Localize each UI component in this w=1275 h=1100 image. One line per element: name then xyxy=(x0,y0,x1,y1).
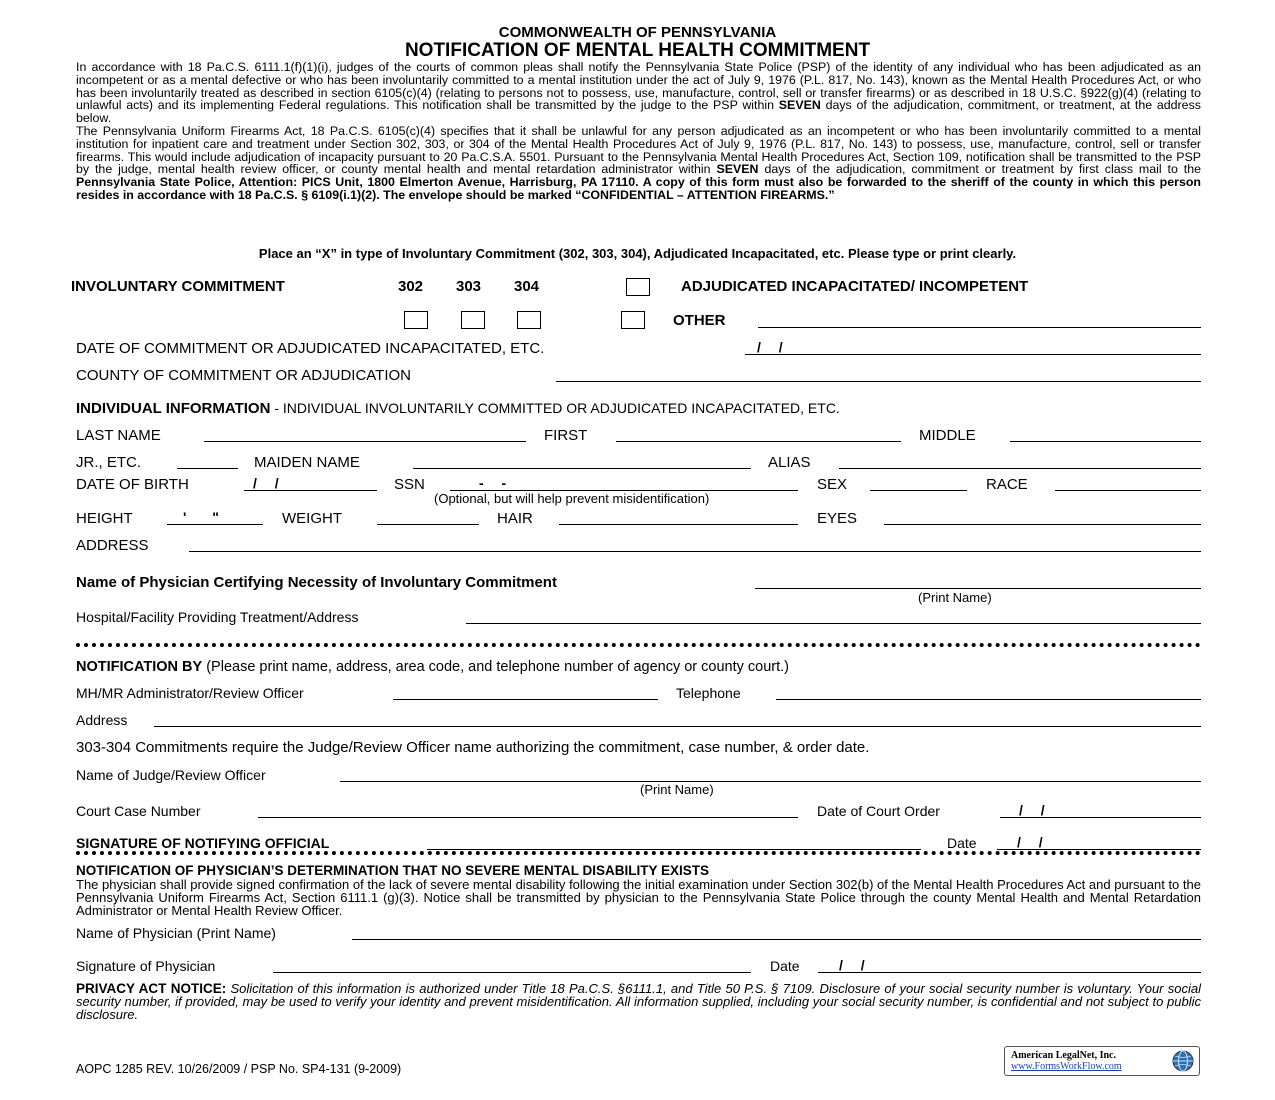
signature-official-field[interactable] xyxy=(427,849,921,850)
dob-label: DATE OF BIRTH xyxy=(76,476,189,493)
admin-field[interactable] xyxy=(393,699,658,700)
hair-label: HAIR xyxy=(497,510,533,527)
checkbox-302[interactable] xyxy=(404,311,428,329)
eyes-field[interactable] xyxy=(884,524,1201,525)
order-date-label: Date of Court Order xyxy=(817,803,940,819)
date-of-commitment-slashes: / / xyxy=(757,339,783,355)
date-of-commitment-field[interactable] xyxy=(745,354,1201,355)
globe-icon xyxy=(1171,1049,1195,1073)
brand-name: American LegalNet, Inc. xyxy=(1011,1050,1116,1061)
commitment-requirement-text: 303-304 Commitments require the Judge/Review Officer name authorizing the commitment, case number, & order date. xyxy=(76,739,870,756)
notification-address-label: Address xyxy=(76,712,128,728)
order-date-slashes: / / xyxy=(1019,802,1045,818)
notification-address-field[interactable] xyxy=(154,726,1201,727)
judge-label: Name of Judge/Review Officer xyxy=(76,767,266,783)
signature-date-field[interactable] xyxy=(997,849,1201,850)
address-field[interactable] xyxy=(189,551,1201,552)
county-label: COUNTY OF COMMITMENT OR ADJUDICATION xyxy=(76,367,412,384)
physician-certifying-field[interactable] xyxy=(755,588,1201,589)
ssn-label: SSN xyxy=(394,476,425,493)
form-title: NOTIFICATION OF MENTAL HEALTH COMMITMENT xyxy=(404,40,871,61)
individual-section-title: INDIVIDUAL INFORMATION - INDIVIDUAL INVOLUNTARILY COMMITTED OR ADJUDICATED INCAPACITATED, ETC. xyxy=(76,400,840,417)
hospital-field[interactable] xyxy=(466,623,1201,624)
other-checkbox[interactable] xyxy=(621,311,645,329)
date-of-commitment-label: DATE OF COMMITMENT OR ADJUDICATED INCAPACITATED, ETC. xyxy=(76,340,545,357)
section-divider-2 xyxy=(76,851,1201,855)
sex-label: SEX xyxy=(817,476,848,493)
alias-field[interactable] xyxy=(839,468,1201,469)
suffix-field[interactable] xyxy=(177,468,238,469)
physician-name-field[interactable] xyxy=(352,939,1201,940)
involuntary-commitment-label: INVOLUNTARY COMMITMENT xyxy=(71,278,285,295)
county-field[interactable] xyxy=(556,381,1201,382)
judge-print-name-note: (Print Name) xyxy=(640,782,714,797)
ssn-dashes: - - xyxy=(479,475,507,491)
checkbox-304[interactable] xyxy=(517,311,541,329)
weight-field[interactable] xyxy=(377,524,479,525)
maiden-name-field[interactable] xyxy=(413,468,751,469)
form-id: AOPC 1285 REV. 10/26/2009 / PSP No. SP4-131 (9-2009) xyxy=(76,1062,402,1076)
race-field[interactable] xyxy=(1055,490,1201,491)
brand-url[interactable]: www.FormsWorkFlow.com xyxy=(1011,1061,1122,1072)
physician-date-slashes: / / xyxy=(839,957,865,973)
instruction-text: Place an “X” in type of Involuntary Commitment (302, 303, 304), Adjudicated Incapacitated, etc. Please type or print clearly. xyxy=(258,246,1017,261)
case-number-field[interactable] xyxy=(258,817,798,818)
label-302: 302 xyxy=(398,278,424,295)
telephone-field[interactable] xyxy=(776,699,1201,700)
label-304: 304 xyxy=(514,278,540,295)
first-name-label: FIRST xyxy=(544,427,588,444)
state-heading: COMMONWEALTH OF PENNSYLVANIA xyxy=(498,24,777,41)
maiden-name-label: MAIDEN NAME xyxy=(254,454,360,471)
label-303: 303 xyxy=(456,278,482,295)
intro-text xyxy=(76,61,1201,202)
height-marks: ' " xyxy=(183,509,219,525)
last-name-field[interactable] xyxy=(204,441,526,442)
physician-name-label: Name of Physician (Print Name) xyxy=(76,925,276,941)
dob-field[interactable] xyxy=(244,490,377,491)
alias-label: ALIAS xyxy=(768,454,811,471)
telephone-label: Telephone xyxy=(676,685,741,701)
physician-signature-label: Signature of Physician xyxy=(76,958,216,974)
signature-date-label: Date xyxy=(947,835,977,851)
signature-date-slashes: / / xyxy=(1017,834,1043,850)
eyes-label: EYES xyxy=(817,510,858,527)
dob-slashes: / / xyxy=(253,475,279,491)
intro-paragraph-2: The Pennsylvania Uniform Firearms Act, 18 Pa.C.S. 6105(c)(4) specifies that it shall be unlawful for any person adjudicated as an incompetent or who has been involuntarily committed to a mental institution for inpatient care and treatment under Section 302, 303, or 304 of the Mental Health Procedures Act of July 9, 1976 (P.L. 817, No. 143) to possess, use, manufacture, control, sell or transfer firearms. This would include adjudication of incapacity pursuant to 20 Pa.C.S.A. 5501. Pursuant to the Pennsylvania Mental Health Procedures Act, Section 109, notification shall be transmitted to the PSP by the judge, mental health review officer, or county mental health and mental retardation administrator within SEVEN days of the adjudication, commitment or treatment by first class mail to the Pennsylvania State Police, Attention: PICS Unit, 1800 Elmerton Avenue, Harrisburg, PA 17110. A copy of this form must also be forwarded to the sheriff of the county in which this person resides in accordance with 18 Pa.C.S. § 6109(i.1)(2). The envelope should be marked “CONFIDENTIAL – ATTENTION FIREARMS.” xyxy=(76,123,1202,202)
adjudicated-checkbox[interactable] xyxy=(626,278,650,296)
physician-date-field[interactable] xyxy=(818,972,1201,973)
height-field[interactable] xyxy=(167,524,263,525)
physician-signature-field[interactable] xyxy=(273,972,751,973)
other-field[interactable] xyxy=(758,327,1201,328)
intro-paragraph-1: In accordance with 18 Pa.C.S. 6111.1(f)(1)(i), judges of the courts of common pleas shall notify the Pennsylvania State Police (PSP) of the identity of any individual who has been adjudicated as an incompetent or as a mental defective or who has been involuntarily committed to a mental institution under the act of July 9, 1976 (P.L. 817, No. 143), known as the Mental Health Procedures Act, or who has been involuntarily treated as described in section 6105(c)(4) (relating to persons not to possess, use, manufacture, control, sell or transfer firearms) or as described in 18 U.S.C. §922(g)(4) (relating to unlawful acts) and its implementing Federal regulations. This notification shall be transmitted by the judge to the PSP within SEVEN days of the adjudication, commitment, or treatment, at the address below. xyxy=(76,60,1201,126)
race-label: RACE xyxy=(986,476,1028,493)
physician-print-name-note: (Print Name) xyxy=(918,590,992,605)
height-label: HEIGHT xyxy=(76,510,133,527)
hospital-label: Hospital/Facility Providing Treatment/Address xyxy=(76,609,359,625)
physician-certifying-label: Name of Physician Certifying Necessity of Involuntary Commitment xyxy=(76,574,557,591)
privacy-notice: PRIVACY ACT NOTICE: Solicitation of this information is authorized under Title 18 Pa.C.S. §6111.1, and Title 50 P.S. § 7109. Disclosure of your social security number is voluntary. Your social security number, if provided, may be used to verify your identity and prevent misidentification. All information supplied, including your social security number, is confidential and not subject to public disclosure. xyxy=(76,981,1201,1023)
section-divider xyxy=(76,643,1201,647)
order-date-field[interactable] xyxy=(1000,817,1201,818)
physician-section-title: NOTIFICATION OF PHYSICIAN’S DETERMINATION THAT NO SEVERE MENTAL DISABILITY EXISTS xyxy=(76,863,710,878)
middle-name-label: MIDDLE xyxy=(919,427,976,444)
checkbox-303[interactable] xyxy=(461,311,485,329)
suffix-label: JR., ETC. xyxy=(76,454,142,471)
adjudicated-label: ADJUDICATED INCAPACITATED/ INCOMPETENT xyxy=(681,278,1029,295)
other-label: OTHER xyxy=(673,312,726,329)
sex-field[interactable] xyxy=(870,490,967,491)
last-name-label: LAST NAME xyxy=(76,427,161,444)
judge-field[interactable] xyxy=(340,781,1201,782)
weight-label: WEIGHT xyxy=(282,510,342,527)
case-number-label: Court Case Number xyxy=(76,803,201,819)
ssn-note: (Optional, but will help prevent misidentification) xyxy=(434,491,710,506)
first-name-field[interactable] xyxy=(616,441,901,442)
physician-date-label: Date xyxy=(770,958,800,974)
admin-label: MH/MR Administrator/Review Officer xyxy=(76,685,304,701)
hair-field[interactable] xyxy=(559,524,798,525)
signature-official-label: SIGNATURE OF NOTIFYING OFFICIAL xyxy=(76,835,330,851)
brand-badge[interactable] xyxy=(1004,1046,1200,1076)
notification-by-title: NOTIFICATION BY (Please print name, address, area code, and telephone number of agency or county court.) xyxy=(76,659,789,675)
middle-name-field[interactable] xyxy=(1010,441,1201,442)
physician-section-body: The physician shall provide signed confirmation of the lack of severe mental disability following the initial examination under Section 302(b) of the Mental Health Procedures Act and pursuant to the Pennsylvania Uniform Firearms Act, Section 6111.1 (g)(3). Notice shall be transmitted by physician to the Pennsylvania State Police through the county Mental Health and Mental Retardation Administrator or Mental Health Review Officer. xyxy=(76,877,1201,918)
address-label: ADDRESS xyxy=(76,537,149,554)
